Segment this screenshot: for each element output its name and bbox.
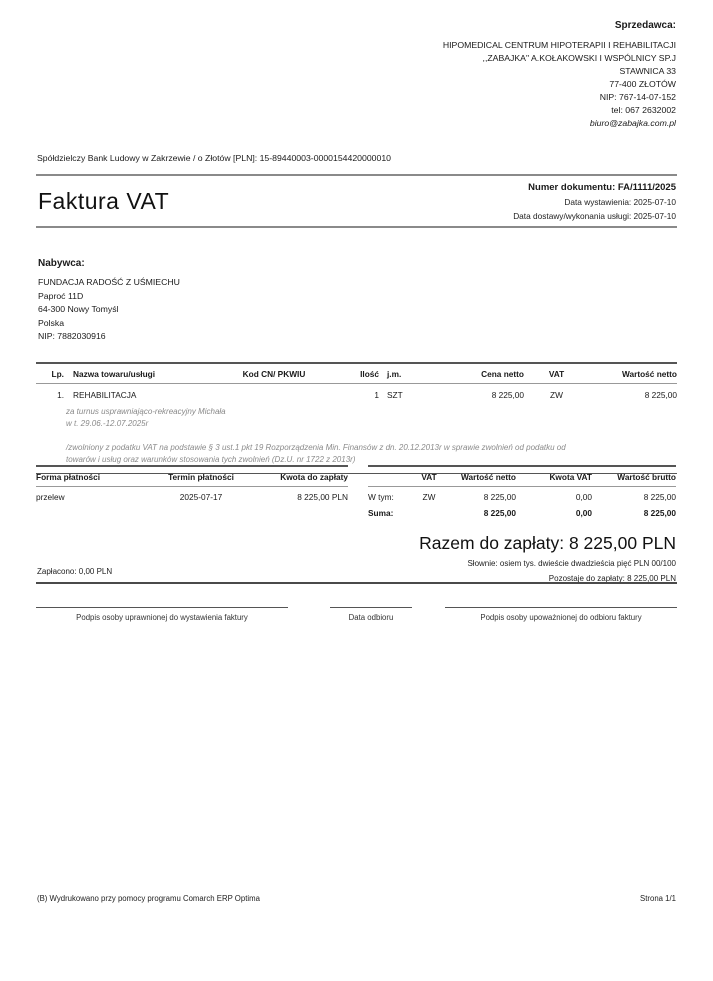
vat-exemption-note xyxy=(66,442,677,466)
signature-line xyxy=(330,607,412,608)
signature-date xyxy=(330,607,412,622)
col-header-payment-due: Termin płatności xyxy=(168,472,234,482)
items-table xyxy=(36,362,677,474)
item-description-line1: za turnus usprawniająco-rekreacyjny Michała xyxy=(66,407,226,416)
seller-name-line: HIPOMEDICAL CENTRUM HIPOTERAPII I REHABILITACJI xyxy=(442,40,676,50)
item-qty: 1 xyxy=(374,390,379,400)
payment-table xyxy=(36,465,348,502)
issue-date: Data wystawienia: 2025-07-10 xyxy=(564,197,676,207)
vat-sum-rate xyxy=(408,508,450,518)
col-header-qty: Ilość xyxy=(360,369,379,379)
bank-account-line: Spółdzielczy Bank Ludowy w Zakrzewie / o Złotów [PLN]: 15-89440003-0000154420000010 xyxy=(37,153,391,163)
col-header-vat-amount: Kwota VAT xyxy=(549,472,592,482)
buyer-block xyxy=(38,258,180,344)
item-lp: 1. xyxy=(57,390,64,400)
buyer-country: Polska xyxy=(38,317,65,328)
vat-summary-row xyxy=(368,487,676,502)
seller-name-line2: ,,ZABAJKA" A.KOŁAKOWSKI I WSPÓLNICY SP.J xyxy=(482,53,676,63)
col-header-vat-rate: VAT xyxy=(421,472,437,482)
buyer-label: Nabywca: xyxy=(38,258,85,269)
item-unit: SZT xyxy=(387,390,403,400)
signature-line xyxy=(36,607,288,608)
buyer-city: 64-300 Nowy Tomyśl xyxy=(38,304,119,314)
amount-in-words: Słownie: osiem tys. dwieście dwadzieścia pięć PLN 00/100 xyxy=(467,559,676,568)
col-header-name: Nazwa towaru/usługi xyxy=(73,369,156,379)
page-title: Faktura VAT xyxy=(38,188,170,214)
vat-row-label: W tym: xyxy=(368,492,394,502)
footer-program-note: (B) Wydrukowano przy pomocy programu Comarch ERP Optima xyxy=(37,894,260,903)
document-number: Numer dokumentu: FA/1111/2025 xyxy=(528,182,676,193)
col-header-payment-amount: Kwota do zapłaty xyxy=(280,472,348,482)
vat-sum-gross: 8 225,00 xyxy=(643,508,676,518)
payment-amount: 8 225,00 PLN xyxy=(297,492,348,502)
col-header-payment-form: Forma płatności xyxy=(36,472,101,482)
vat-exemption-note-line2: towarów i usług oraz warunków stosowania tych zwolnień (Dz.U. nr 1722 z 2013r) xyxy=(66,455,356,464)
delivery-date: Data dostawy/wykonania usługi: 2025-07-10 xyxy=(513,211,676,221)
seller-block xyxy=(443,20,676,130)
vat-exemption-note-line1: /zwolniony z podatku VAT na podstawie § 3 ust.1 pkt 19 Rozporządzenia Min. Finansów z dn. 20.12.2013r w sprawie zwolnień od podatku od xyxy=(66,443,566,452)
item-name: REHABILITACJA xyxy=(73,390,137,400)
col-header-lp: Lp. xyxy=(51,369,64,379)
vat-sum-net: 8 225,00 xyxy=(483,508,516,518)
signature-receiver-label: Podpis osoby upoważnionej do odbioru faktury xyxy=(480,613,642,622)
col-header-code: Kod CN/ PKWIU xyxy=(242,369,306,379)
seller-email: biuro@zabajka.com.pl xyxy=(589,118,676,128)
col-header-value-net: Wartość netto xyxy=(621,369,677,379)
seller-street: STAWNICA 33 xyxy=(619,66,676,76)
item-description-line2: w t. 29.06.-12.07.2025r xyxy=(66,419,149,428)
col-header-gross: Wartość brutto xyxy=(617,472,676,482)
payment-due-date: 2025-07-17 xyxy=(179,492,223,502)
col-header-blank xyxy=(368,472,408,482)
remaining-amount: Pozostaje do zapłaty: 8 225,00 PLN xyxy=(548,574,676,583)
signature-issuer-label: Podpis osoby uprawnionej do wystawienia faktury xyxy=(76,613,248,622)
vat-summary-total-row xyxy=(368,502,676,518)
buyer-nip: NIP: 7882030916 xyxy=(38,331,106,341)
seller-city: 77-400 ZŁOTÓW xyxy=(609,79,676,89)
vat-summary-table xyxy=(368,465,676,518)
vat-sum-amount: 0,00 xyxy=(575,508,592,518)
col-header-vat: VAT xyxy=(548,369,565,379)
col-header-price-net: Cena netto xyxy=(481,369,524,379)
divider-header xyxy=(36,226,677,228)
payment-row xyxy=(36,487,348,502)
signature-date-label: Data odbioru xyxy=(348,613,394,622)
item-description xyxy=(66,406,677,430)
paid-amount: Zapłacono: 0,00 PLN xyxy=(37,567,113,576)
divider-top xyxy=(36,174,677,176)
col-header-unit: j.m. xyxy=(387,369,402,379)
footer-page-number: Strona 1/1 xyxy=(640,894,676,903)
item-value-net: 8 225,00 xyxy=(644,390,677,400)
buyer-street: Paproć 11D xyxy=(38,290,84,301)
table-row xyxy=(36,384,677,402)
signature-line xyxy=(445,607,677,608)
grand-total: Razem do zapłaty: 8 225,00 PLN xyxy=(419,533,676,553)
document-meta xyxy=(513,181,676,223)
item-price-net: 8 225,00 xyxy=(491,390,524,400)
signature-issuer xyxy=(36,607,288,622)
payment-form: przelew xyxy=(36,492,65,502)
vat-row-net: 8 225,00 xyxy=(483,492,516,502)
vat-row-amount: 0,00 xyxy=(575,492,592,502)
totals-block xyxy=(419,533,676,583)
payment-table-header xyxy=(36,465,348,487)
items-table-header xyxy=(36,364,677,384)
item-vat: ZW xyxy=(550,390,563,400)
vat-row-gross: 8 225,00 xyxy=(643,492,676,502)
vat-summary-header xyxy=(368,465,676,487)
seller-label: Sprzedawca: xyxy=(614,20,676,31)
col-header-net: Wartość netto xyxy=(460,472,516,482)
signature-receiver xyxy=(445,607,677,622)
divider-totals xyxy=(36,582,677,584)
vat-row-rate: ZW xyxy=(422,492,436,502)
buyer-name: FUNDACJA RADOŚĆ Z UŚMIECHU xyxy=(38,277,180,287)
seller-nip: NIP: 767-14-07-152 xyxy=(599,92,676,102)
seller-phone: tel: 067 2632002 xyxy=(611,105,676,115)
vat-sum-label: Suma: xyxy=(368,508,394,518)
